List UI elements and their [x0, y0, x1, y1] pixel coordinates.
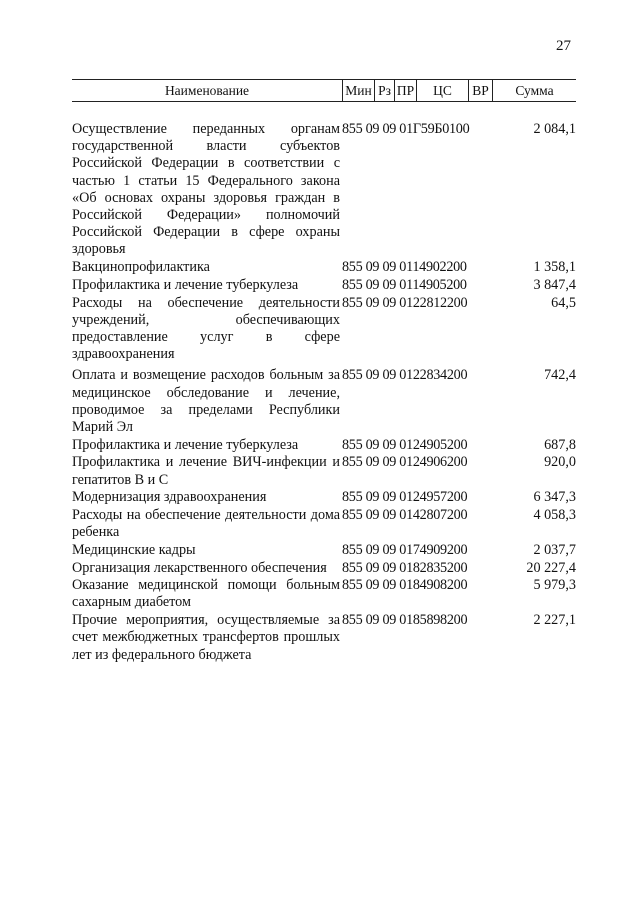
table-row: [72, 437, 576, 454]
header-rz: Рз: [374, 80, 394, 101]
row-amount: 20 227,4: [526, 559, 576, 576]
table-row: [72, 454, 576, 488]
table-row: [72, 367, 576, 436]
table-row: [72, 577, 576, 611]
table-row: [72, 489, 576, 506]
row-name: Профилактика и лечение туберкулеза: [72, 276, 299, 293]
page-number: 27: [556, 38, 571, 54]
row-codes: 855 09 09 0174909200: [342, 541, 468, 558]
row-codes: 855 09 09 0114905200: [342, 276, 467, 293]
row-amount: 2 037,7: [533, 541, 576, 558]
row-amount: 6 347,3: [533, 489, 576, 506]
table-header: [72, 79, 576, 102]
row-codes: 855 09 09 0185898200: [342, 612, 468, 629]
row-codes: 855 09 09 01Г59Б0100: [342, 121, 470, 137]
row-codes: 855 09 09 0114902200: [342, 259, 467, 276]
header-sum: Сумма: [492, 80, 576, 101]
row-name: Расходы на обеспечение деятельности учреждений, обеспечивающих предоставление услуг в сфере здравоохранения: [72, 294, 340, 363]
row-amount: 742,4: [544, 367, 576, 384]
row-amount: 2 227,1: [533, 612, 576, 629]
row-amount: 64,5: [551, 294, 576, 311]
row-codes: 855 09 09 0122834200: [342, 367, 468, 384]
table-row: [72, 259, 576, 276]
row-name: Модернизация здравоохранения: [72, 489, 267, 506]
header-name: Наименование: [164, 83, 250, 98]
row-name: Организация лекарственного обеспечения: [72, 559, 327, 576]
row-name: Осуществление переданных органам государственной власти субъектов Российской Федерации в соответствии с частью 1 статьи 15 Федерального закона «Об основах охраны здоровья граждан в Российской Федерации» полномочий Российской Федерации в сфере охраны здоровья: [72, 121, 340, 258]
row-name: Оплата и возмещение расходов больным за медицинское обследование и лечение, проводимое за пределами Республики Марий Эл: [72, 367, 340, 435]
table-row: [72, 295, 576, 364]
row-codes: 855 09 09 0184908200: [342, 577, 468, 594]
header-vr: ВР: [468, 80, 492, 101]
row-amount: 4 058,3: [533, 506, 576, 523]
row-amount: 1 358,1: [533, 259, 576, 276]
table-row: [72, 560, 576, 577]
row-codes: 855 09 09 0182835200: [342, 559, 468, 576]
row-name: Медицинские кадры: [72, 541, 196, 558]
row-name: Прочие мероприятия, осуществляемые за счет межбюджетных трансфертов прошлых лет из федерального бюджета: [72, 612, 340, 663]
table-row: [72, 121, 576, 259]
row-name: Оказание медицинской помощи больным сахарным диабетом: [72, 577, 340, 611]
table-body: [72, 121, 576, 664]
row-name: Профилактика и лечение ВИЧ-инфекции и гепатитов В и С: [72, 454, 340, 488]
header-min: Мин: [342, 80, 374, 101]
row-name: Вакцинопрофилактика: [72, 259, 210, 276]
row-codes: 855 09 09 0124905200: [342, 436, 468, 453]
header-cs: ЦС: [416, 80, 468, 101]
row-name: Профилактика и лечение туберкулеза: [72, 436, 299, 453]
row-amount: 5 979,3: [533, 577, 576, 594]
row-amount: 687,8: [544, 436, 576, 453]
row-amount: 3 847,4: [533, 276, 576, 293]
table-row: [72, 612, 576, 664]
table-row: [72, 277, 576, 294]
table-row: [72, 507, 576, 541]
header-pr: ПР: [394, 80, 416, 101]
row-amount: 920,0: [544, 454, 576, 471]
budget-table: [72, 79, 576, 664]
row-name: Расходы на обеспечение деятельности дома ребенка: [72, 506, 340, 541]
table-row: [72, 542, 576, 559]
row-codes: 855 09 09 0124957200: [342, 489, 468, 506]
row-codes: 855 09 09 0122812200: [342, 294, 468, 311]
row-amount: 2 084,1: [533, 121, 576, 137]
row-codes: 855 09 09 0124906200: [342, 454, 468, 471]
row-codes: 855 09 09 0142807200: [342, 506, 468, 523]
